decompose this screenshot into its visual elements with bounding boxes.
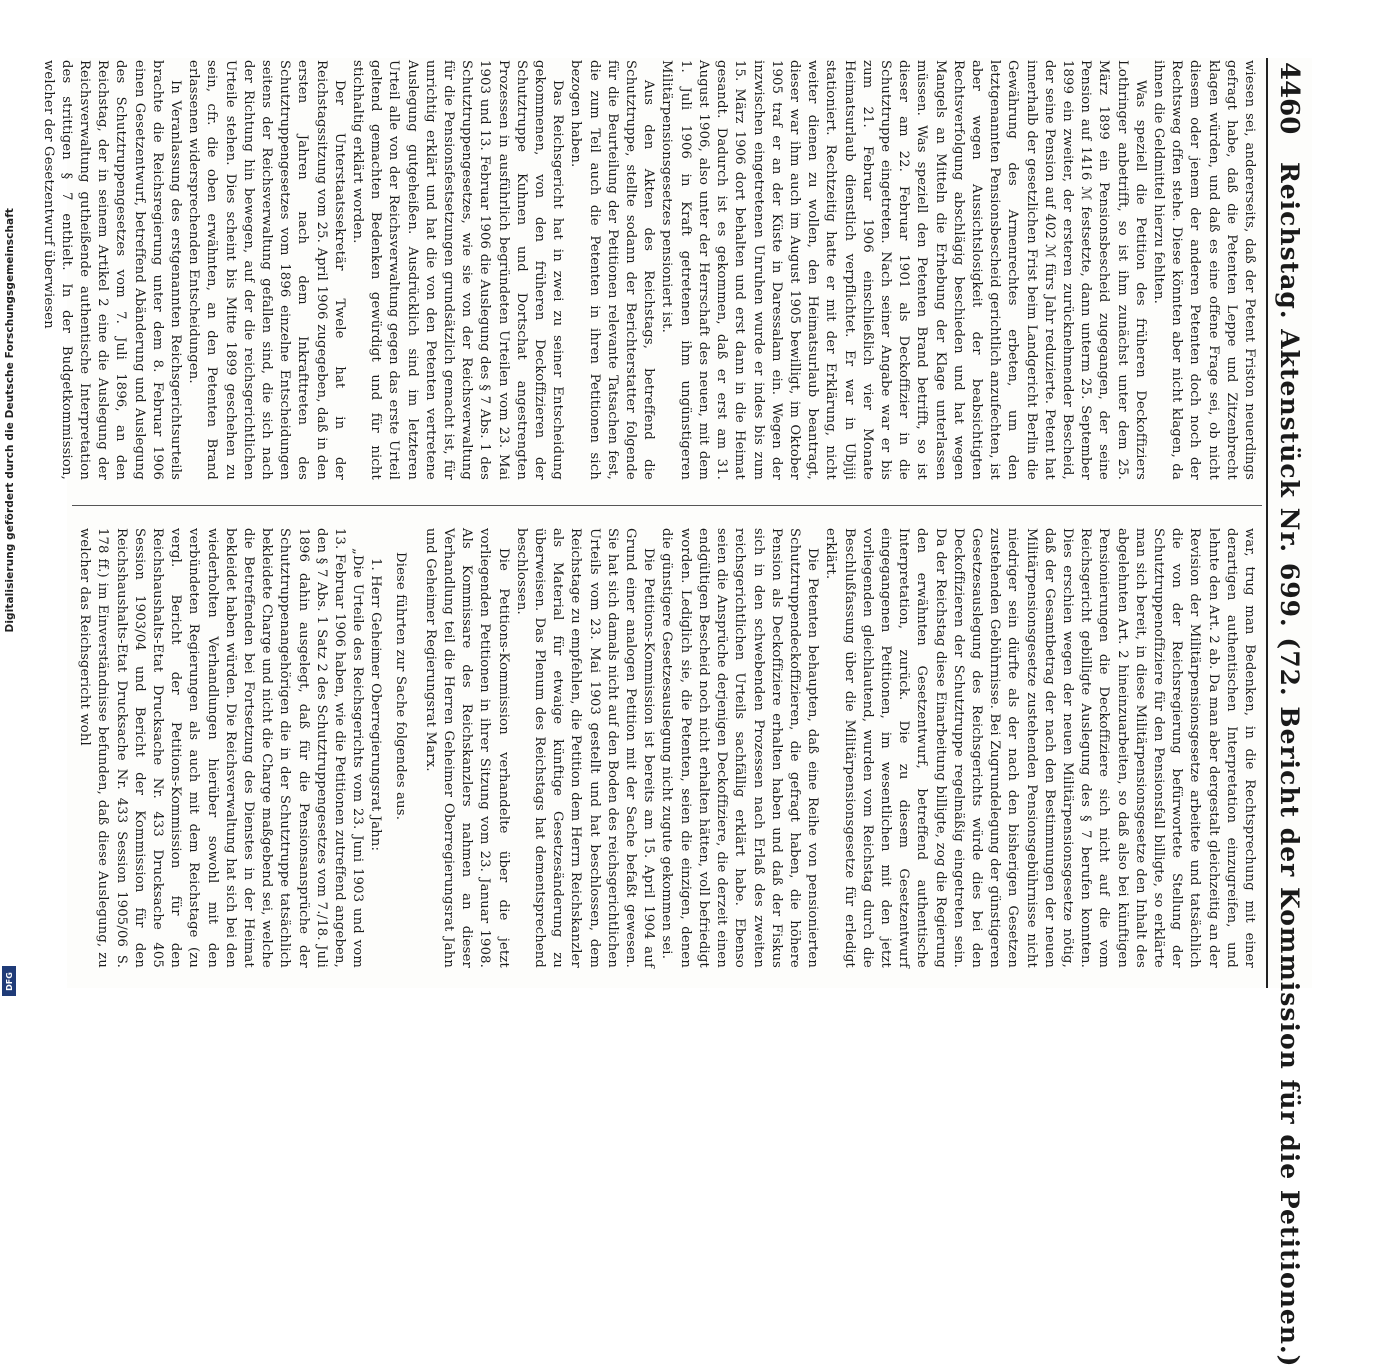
right-column — [75, 528, 1258, 968]
paragraph: Die Petitions-Kommission ist bereits am 15. April 1904 auf Grund einer analogen Petition mit der Sache befaßt gewesen. Sie hat sich damals nicht auf den Boden des reichsgerichtlichen Urteils vom 23. Mai 1903 gestellt und hat beschlossen, dem Reichstage zu empfehlen, die Petition dem Herrn Reichskanzler als Material für etwaige künftige Gesetzesänderung zu überweisen. Das Plenum des Reichstags hat dementsprechend beschlossen. — [513, 528, 657, 968]
header-rule — [1266, 58, 1268, 988]
column-divider — [72, 505, 1262, 506]
header-title: Reichstag. Aktenstück Nr. 699. (72. Bericht der Kommission für die Petitionen.) — [1275, 162, 1304, 1368]
paragraph: wiesen sei, andererseits, daß der Petent Friston neuerdings gefragt habe, daß die Petenten Leppe und Zitzenbrecht klagen würden, und daß es eine offene Frage sei, ob nicht diesem oder jenem der anderen Petenten doch noch der Rechtsweg offen stehe. Diese könnten aber nicht klagen, da ihnen die Geldmittel hierzu fehlten. — [1150, 60, 1257, 480]
section-intro: Diese führten zur Sache folgendes aus. — [392, 552, 408, 821]
paragraph: Die Petenten behaupten, daß eine Reihe von pensionierten Schutztruppendeckoffizieren, die gefragt haben, die höhere Pension als Deckoffiziere erhalten haben und daß der Fiskus sich in den schwebenden Prozessen nach Erlaß des zweiten reichsgerichtlichen Urteils sachfällig erklärt habe. Ebenso seien die Ansprüche derjenigen Deckoffiziere, die derzeit einen endgültigen Bescheid noch nicht erhalten hätten, voll befriedigt worden. Lediglich sie, die Petenten, seien die einzigen, denen die günstigere Gesetzesauslegung nicht zugute gekommen sei. — [659, 528, 821, 968]
paragraph: In Veranlassung des erstgenannten Reichsgerichtsurteils brachte die Reichsregierung unter dem 8. Februar 1906 einen Gesetzentwurf, betreffend Abänderung und Auslegung des Schutztruppengesetzes vom 7. Juli 1896, an den Reichstag, der in seinem Artikel 2 eine die Auslegung der Reichsverwaltung gutheißende authentische Interpretation des strittigen § 7 enthielt. In der Budgetkommission, welcher der Gesetzentwurf überwiesen — [40, 60, 184, 480]
dfg-sidebar-note: Digitalisierung gefördert durch die Deutsche Forschungsgemeinschaft — [4, 208, 16, 633]
page-header — [1268, 58, 1312, 1368]
scanned-page — [40, 58, 1312, 1368]
paragraph: Die Petitions-Kommission verhandelte über die jetzt vorliegenden Petitionen in ihrer Sitzung vom 23. Januar 1908. Als Kommissare des Reichskanzlers nahmen an dieser Verhandlung teil die Herren Geheimer Oberregierungsrat Jahn und Geheimer Regierungsrat Marx. — [422, 528, 511, 968]
page-number: 4460 — [1274, 62, 1304, 135]
paragraph: Der Unterstaatssekretär Twele hat in der Reichstagssitzung vom 25. April 1906 zugegeben, daß in den ersten Jahren nach dem Inkrafttreten des Schutztruppengesetzes vom 1896 einzelne Entscheidungen seitens der Reichsverwaltung gefallen sind, die sich nach der Richtung hin bewegen, auf der die reichsgerichtlichen Urteile stehen. Dies scheint bis Mitte 1899 geschehen zu sein, cfr. die oben erwähnten, an den Petenten Brand erlassenen widersprechenden Entscheidungen. — [186, 60, 347, 480]
dfg-logo-icon: DFG — [2, 966, 16, 996]
speaker-heading: 1. Herr Geheimer Oberregierungsrat Jahn: — [368, 558, 384, 852]
paragraph: war, trug man Bedenken, in die Rechtsprechung mit einer derartigen authentischen Interpretation einzugreifen, und lehnte den Art. 2 ab. Da man aber dergestalt gleichzeitig an der Revision der Militärpensionsgesetze arbeitete und tatsächlich die von der Reichsregierung befürwortete Stellung der Schutztruppenoffiziere für den Pensionsfall billigte, so erklärte man sich bereit, in diese Militärpensionsgesetze den Inhalt des abgelehnten Art. 2 hineinzuarbeiten, so daß also bei künftigen Pensionierungen die Deckoffiziere sich nicht auf die vom Reichsgericht gebilligte Auslegung des § 7 berufen konnten. Dies erschien wegen der neuen Militärpensionsgesetze nötig, daß der Gesamtbetrag der nach den Bestimmungen der neuen Militärpensionsgesetze zustehenden Pensionsgebührnisse nicht niedriger sein dürfte als der nach den bisherigen Gesetzen zustehenden Gebührnisse. Bei Zugrundelegung der günstigeren Gesetzesauslegung des Reichsgerichts würde dies bei den Deckoffizieren der Schutztruppe regelmäßig eingetreten sein. Da der Reichstag diese Einarbeitung billigte, zog die Regierung den erwähnten Gesetzentwurf, betreffend authentische Interpretation, zurück. Die zu diesem Gesetzentwurf eingegangenen Petitionen, im wesentlichen mit den jetzt vorliegenden gleichlautend, wurden vom Reichstag durch die Beschlußfassung über die Militärpensionsgesetze für erledigt erklärt. — [823, 528, 1257, 968]
quoted-statement: „Die Urteile des Reichsgerichts vom 23. Juni 1903 und vom 13. Februar 1906 haben, wie die Petitionen zutreffend angeben, den § 7 Abs. 1 Satz 2 des Schutztruppengesetzes vom 7./18. Juli 1896 dahin ausgelegt, daß für die Pensionsansprüche der Schutztruppenangehörigen die in der Schutztruppe tatsächlich bekleidete Charge und nicht die Charge maßgebend sei, welche die Betreffenden bei Fortsetzung des Dienstes in der Heimat bekleidet haben würden. Die Reichsverwaltung hat sich bei den wiederholten Verhandlungen hierüber sowohl mit den verbündeten Regierungen als auch mit dem Reichstage (zu vergl. Bericht der Petitions-Kommission für den Reichshaushalts-Etat Drucksache Nr. 433 Drucksache 405 Session 1903/04 und Bericht der Kommission für den Reichshaushalts-Etat Drucksache Nr. 433 Session 1905/06 S. 178 ff.) im Einverständnisse befunden, daß diese Auslegung, zu welcher das Reichsgericht wohl — [77, 528, 366, 968]
left-column — [38, 60, 1258, 480]
paragraph: Das Reichsgericht hat in zwei zu seiner Entscheidung gekommenen, von den früheren Deckoffizieren der Schutztruppe Kuhnen und Dortschat angestrengten Prozessen in ausführlich begründeten Urteilen vom 23. Mai 1903 und 13. Februar 1906 die Auslegung des § 7 Abs. 1 des Schutztruppengesetzes, wie sie von der Reichsverwaltung für die Pensionsfestsetzungen grundsätzlich gemacht ist, für unrichtig erklärt und hat die von den Petenten vertretene Auslegung gutgeheißen. Ausdrücklich sind im letzteren Urteil alle von der Reichsverwaltung gegen das erste Urteil geltend gemachten Bedenken gewürdigt und für nicht stichhaltig erklärt worden. — [350, 60, 566, 480]
paragraph: Was speziell die Petition des früheren Deckoffiziers Lothringer anbetrifft, so ist ihm zunächst unter dem 25. März 1899 ein Pensionsbescheid zugegangen, der seine Pension auf 1416 ℳ festsetzte, dann unterm 25. September 1899 ein zweiter, der ersteren zurücknehmender Bescheid, der seine Pension auf 402 ℳ fürs Jahr reduzierte. Petent hat innerhalb der gesetzlichen Frist beim Landgericht Berlin die Gewährung des Armenrechtes erbeten, um den letztgenannten Pensionsbescheid gerichtlich anzufechten, ist aber wegen Aussichtslosigkeit der beabsichtigten Rechtsverfolgung abschlägig beschieden und hat wegen Mangels an Mitteln die Erhebung der Klage unterlassen müssen. Was speziell den Petenten Brand betrifft, so ist dieser am 22. Februar 1901 als Deckoffizier in die Schutztruppe eingetreten. Nach seiner Angabe war er bis zum 21. Februar 1906 einschließlich vier Monate Heimatsurlaub dienstlich verpflichtet. Er war in Ubjiji stationiert. Rechtzeitig hatte er mit der Erklärung, nicht weiter dienen zu wollen, den Heimatsurlaub beantragt, dieser war ihm auch im August 1905 bewilligt, im Oktober 1905 traf er an der Küste in Daressalam ein. Wegen der inzwischen eingetretenen Unruhen wurde er indes bis zum 15. März 1906 dort behalten und erst dann in die Heimat gesandt. Dadurch ist es gekommen, daß er erst am 31. August 1906, also unter der Herrschaft des neuen, mit dem 1. Juli 1906 in Kraft getretenen ihm ungünstigeren Militärpensionsgesetzes pensioniert ist. — [659, 60, 1148, 480]
paragraph: Aus den Akten des Reichstags, betreffend die Schutztruppe, stellte sodann der Berichterstatter folgende für die Beurteilung der Petitionen relevante Tatsachen fest, die zum Teil auch die Petenten in ihren Petitionen sich bezogen haben. — [568, 60, 657, 480]
